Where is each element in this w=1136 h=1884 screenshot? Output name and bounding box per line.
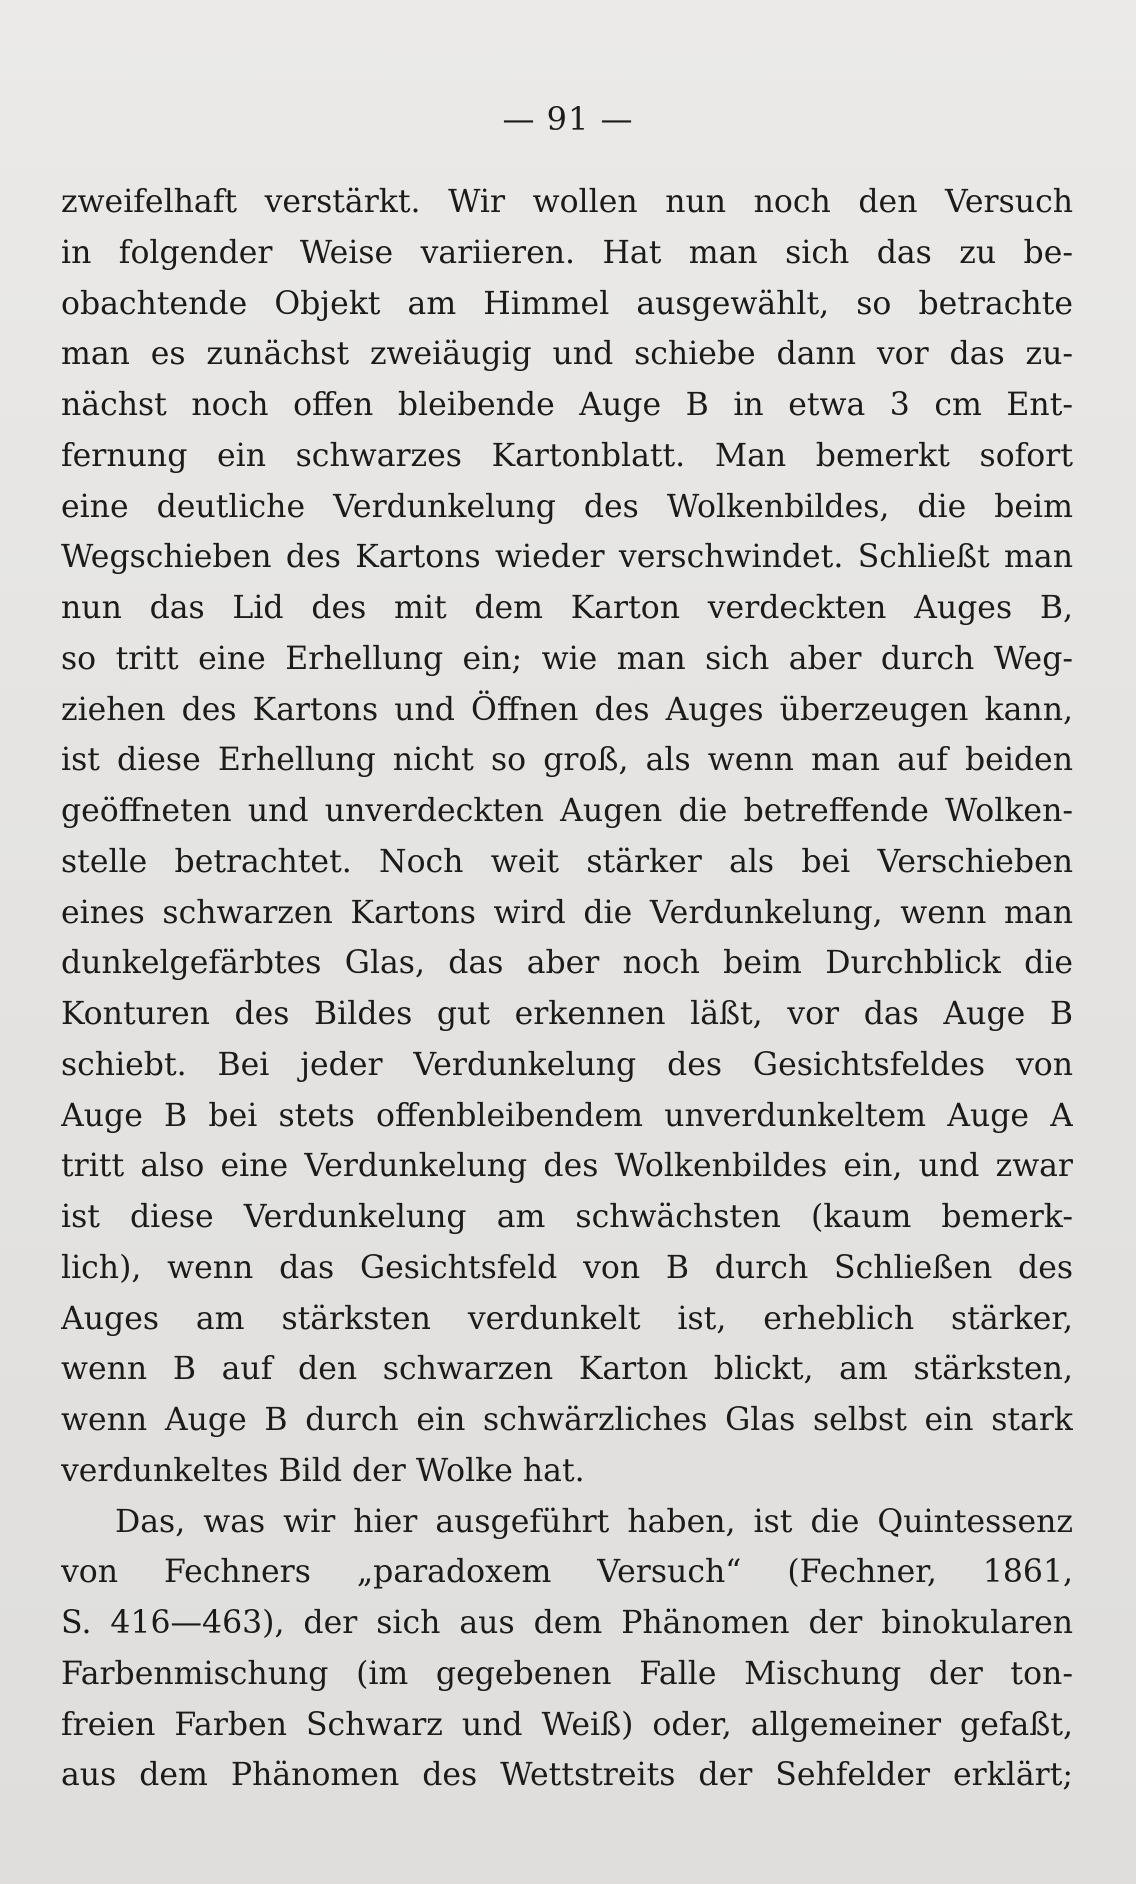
text-line: wenn B auf den schwarzen Karton blickt, am stärksten, — [61, 1351, 1073, 1388]
text-line: Wegschieben des Kartons wieder verschwindet. Schließt man — [61, 539, 1073, 576]
text-line: man es zunächst zweiäugig und schiebe dann vor das zu- — [61, 336, 1073, 373]
text-line: dunkelgefärbtes Glas, das aber noch beim Durchblick die — [61, 945, 1073, 982]
text-line: in folgender Weise variieren. Hat man sich das zu be- — [61, 234, 1073, 271]
text-line: zweifelhaft verstärkt. Wir wollen nun noch den Versuch — [61, 184, 1073, 220]
text-line: Farbenmischung (im gegebenen Falle Mischung der ton- — [61, 1655, 1073, 1692]
text-line: Auge B bei stets offenbleibendem unverdunkeltem Auge A — [61, 1097, 1073, 1134]
text-line: fernung ein schwarzes Kartonblatt. Man bemerkt sofort — [61, 437, 1073, 474]
text-line: schiebt. Bei jeder Verdunkelung des Gesichtsfeldes von — [61, 1046, 1073, 1083]
text-line: Konturen des Bildes gut erkennen läßt, vor das Auge B — [61, 996, 1073, 1032]
page-number: — 91 — — [502, 100, 634, 138]
text-line: nun das Lid des mit dem Karton verdeckten Auges B, — [61, 590, 1073, 626]
paragraph-start-line: Das, was wir hier ausgeführt haben, ist die Quintessenz — [115, 1503, 1073, 1540]
paragraph-end-line: verdunkeltes Bild der Wolke hat. — [61, 1452, 585, 1489]
text-line: stelle betrachtet. Noch weit stärker als bei Verschieben — [61, 843, 1073, 880]
text-line: freien Farben Schwarz und Weiß) oder, allgemeiner gefaßt, — [61, 1706, 1073, 1743]
body-text — [61, 177, 1073, 1801]
text-line: obachtende Objekt am Himmel ausgewählt, so betrachte — [61, 285, 1073, 322]
text-line: ist diese Verdunkelung am schwächsten (kaum bemerk- — [61, 1199, 1073, 1235]
text-line: wenn Auge B durch ein schwärzliches Glas selbst ein stark — [61, 1402, 1073, 1438]
text-line: nächst noch offen bleibende Auge B in etwa 3 cm Ent- — [61, 387, 1073, 423]
text-line: tritt also eine Verdunkelung des Wolkenbildes ein, und zwar — [61, 1148, 1073, 1185]
text-line: aus dem Phänomen des Wettstreits der Sehfelder erklärt; — [61, 1757, 1073, 1794]
text-line: ziehen des Kartons und Öffnen des Auges überzeugen kann, — [61, 691, 1073, 728]
text-line: geöffneten und unverdeckten Augen die betreffende Wolken- — [61, 793, 1073, 829]
text-line: ist diese Erhellung nicht so groß, als wenn man auf beiden — [61, 742, 1073, 779]
text-line: von Fechners „paradoxem Versuch“ (Fechner, 1861, — [61, 1554, 1073, 1591]
text-line: so tritt eine Erhellung ein; wie man sich aber durch Weg- — [61, 640, 1073, 677]
text-line: lich), wenn das Gesichtsfeld von B durch Schließen des — [61, 1249, 1073, 1286]
text-line: S. 416—463), der sich aus dem Phänomen der binokularen — [61, 1605, 1073, 1641]
text-line: Auges am stärksten verdunkelt ist, erheblich stärker, — [61, 1300, 1073, 1337]
text-line: eine deutliche Verdunkelung des Wolkenbildes, die beim — [61, 488, 1073, 525]
text-line: eines schwarzen Kartons wird die Verdunkelung, wenn man — [61, 894, 1073, 931]
